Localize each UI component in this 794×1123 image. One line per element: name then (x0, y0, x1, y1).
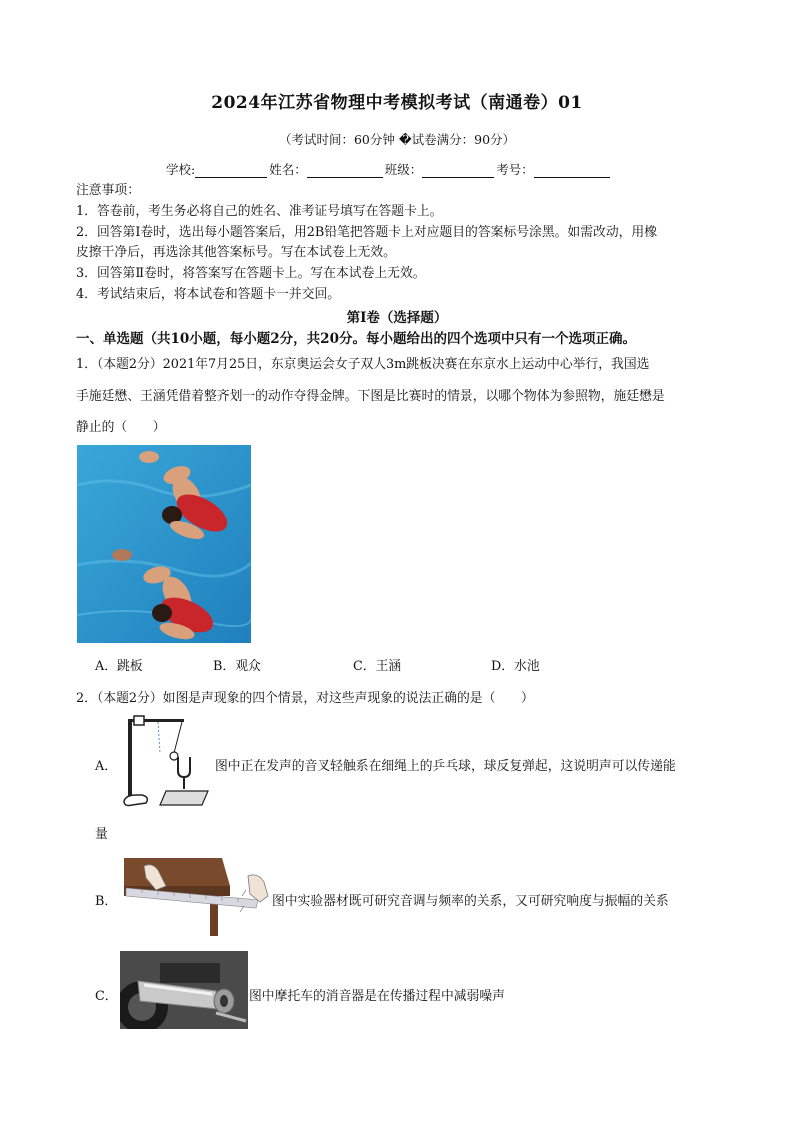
q2-option-b-label[interactable]: B． (95, 894, 118, 909)
number-label: 考号： (496, 162, 534, 177)
q2-option-b-text[interactable]: 图中实验器材既可研究音调与频率的关系，又可研究响度与振幅的关系 (272, 894, 669, 909)
name-label: 姓名： (269, 162, 307, 177)
q1-option-a[interactable]: A．跳板 (95, 659, 143, 674)
q2-option-c-text[interactable]: 图中摩托车的消音器是在传播过程中减弱噪声 (249, 989, 505, 1004)
class-label: 班级： (384, 162, 423, 177)
note-item: 2．回答第Ⅰ卷时，选出每小题答案后，用2B铅笔把答题卡上对应题目的答案标号涂黑。如需改动，用橡 (76, 225, 658, 240)
class-blank[interactable] (422, 163, 494, 178)
number-blank[interactable] (534, 163, 610, 178)
part-heading: 一、单选题（共10小题，每小题2分，共20分。每小题给出的四个选项中只有一个选项正确。 (76, 331, 636, 347)
q1-option-c[interactable]: C．王涵 (353, 659, 402, 674)
q1-option-d[interactable]: D．水池 (491, 659, 540, 674)
note-item: 1．答卷前，考生务必将自己的姓名、准考证号填写在答题卡上。 (76, 204, 443, 219)
exam-title: 2024年江苏省物理中考模拟考试（南通卷）01 (211, 93, 583, 113)
notes-heading: 注意事项： (76, 183, 140, 198)
ruler-table-diagram (122, 856, 272, 936)
student-info-row (166, 160, 612, 178)
q1-line: 手施廷懋、王涵凭借着整齐划一的动作夺得金牌。下图是比赛时的情景，以哪个物体为参照物，施廷懋是 (76, 389, 665, 404)
note-item: 4．考试结束后，将本试卷和答题卡一并交回。 (76, 287, 341, 302)
exam-subtitle: （考试时间：60分钟 �试卷满分：90分） (278, 132, 516, 147)
name-blank[interactable] (307, 163, 383, 178)
q2-option-a-cont: 量 (95, 827, 108, 842)
q1-line: 1．（本题2分）2021年7月25日，东京奥运会女子双人3m跳板决赛在东京水上运动中心举行，我国选 (76, 357, 650, 372)
q2-option-c-label[interactable]: C． (95, 989, 118, 1004)
diving-photo (77, 445, 251, 643)
school-blank[interactable] (195, 163, 267, 178)
motorcycle-muffler-photo (120, 951, 248, 1029)
tuning-fork-diagram (122, 713, 214, 809)
q2-option-a-text[interactable]: 图中正在发声的音叉轻触系在细绳上的乒乓球，球反复弹起，这说明声可以传递能 (215, 759, 676, 774)
q1-line: 静止的（ ） (76, 420, 166, 435)
note-item: 皮擦干净后，再选涂其他答案标号。写在本试卷上无效。 (76, 245, 396, 260)
q2-option-a-label[interactable]: A． (95, 759, 118, 774)
section-title: 第Ⅰ卷（选择题） (346, 310, 448, 326)
q1-option-b[interactable]: B．观众 (213, 659, 261, 674)
note-item: 3．回答第Ⅱ卷时，将答案写在答题卡上。写在本试卷上无效。 (76, 266, 426, 281)
q2-stem: 2．（本题2分）如图是声现象的四个情景，对这些声现象的说法正确的是（ ） (76, 691, 534, 706)
school-label: 学校: (166, 162, 196, 177)
